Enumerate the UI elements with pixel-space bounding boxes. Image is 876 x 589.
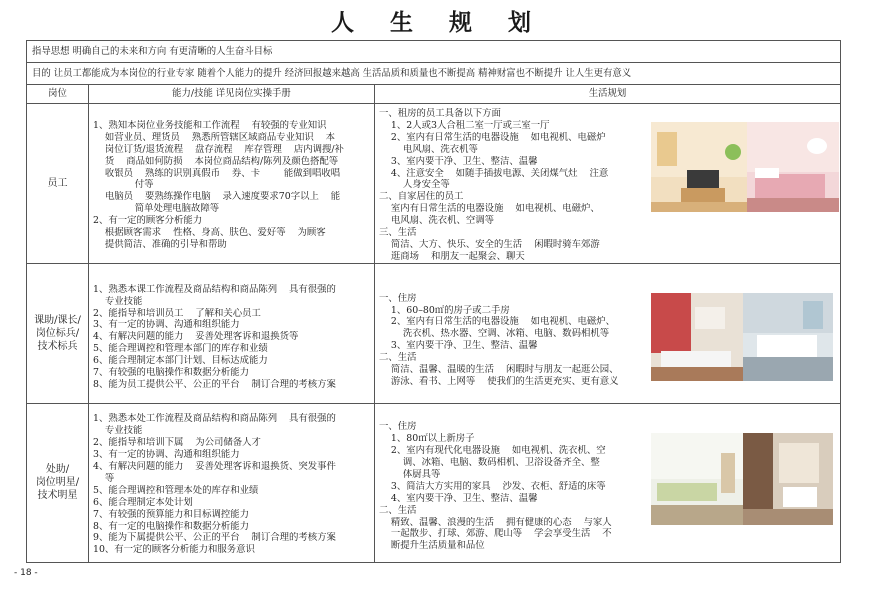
room-photos	[651, 433, 833, 525]
position-line: 处助/	[45, 464, 70, 476]
ability-line: 1、熟悉本课工作流程及商品结构和商品陈列 具有很强的	[93, 283, 336, 295]
ability-line: 1、熟悉本处工作流程及商品结构和商品陈列 具有很强的	[93, 413, 336, 425]
table-row	[27, 403, 841, 562]
ability-line: 专业技能	[93, 425, 143, 437]
life-cell	[375, 263, 841, 403]
ability-line: 2、能指导和培训员工 了解和关心员工	[93, 307, 261, 319]
life-line: 二、自家居住的员工	[379, 191, 464, 203]
ability-line: 1、熟知本岗位业务技能和工作流程 有较强的专业知识	[93, 119, 327, 131]
position-cell	[27, 104, 89, 264]
life-line: 2、室内有日常生活的电器设施 如电视机、电磁炉、	[379, 316, 616, 328]
life-line: 一、租房的员工具备以下方面	[379, 108, 501, 119]
ability-line: 货 商品如何防损 本岗位商品结构/陈列及颜色搭配等	[93, 155, 339, 167]
room-photos	[651, 293, 833, 381]
ability-line: 简单处理电脑故障等	[93, 203, 220, 215]
ability-line: 3、有一定的协调、沟通和组织能力	[93, 319, 240, 331]
ability-cell	[89, 263, 375, 403]
life-line: 断提升生活质量和品位	[379, 540, 485, 552]
ability-line: 9、能为下属提供公平、公正的平台 制订合理的考核方案	[93, 532, 336, 544]
position-line: 技术标兵	[37, 340, 78, 352]
ability-line: 专业技能	[93, 295, 143, 307]
ability-cell	[89, 403, 375, 562]
living-room-photo	[651, 433, 743, 525]
life-line: 2、室内有现代化电器设施 如电视机、洗衣机、空	[379, 445, 606, 457]
life-line: 洗衣机、热水器、空调、冰箱、电脑、数码相机等	[379, 328, 610, 340]
ability-line: 7、有较强的电脑操作和数据分析能力	[93, 367, 249, 379]
ability-line: 6、能合理制定本处计划	[93, 496, 193, 508]
life-line: 电风扇、洗衣机等	[379, 143, 478, 155]
position-line: 岗位标兵/	[35, 327, 80, 339]
position-line: 课助/课长/	[34, 314, 81, 326]
life-line: 人身安全等	[379, 179, 450, 191]
life-line: 体厨具等	[379, 468, 441, 480]
header-life: 生活规划	[375, 85, 841, 104]
life-line: 逛商场 和朋友一起聚会、聊天	[379, 250, 525, 262]
life-line: 一起散步、打球、郊游、爬山等 学会享受生活 不	[379, 528, 612, 540]
life-line: 3、室内要干净、卫生、整洁、温馨	[379, 340, 538, 352]
ability-line: 电脑员 要熟练操作电脑 录入速度要求70字以上 能	[93, 191, 341, 203]
life-line: 一、住房	[379, 421, 417, 433]
life-line: 简洁、温馨、温暖的生活 闲暇时与朋友一起逛公园、	[379, 364, 619, 376]
life-line: 4、注意安全 如随手插拔电源、关闭煤气灶 注意	[379, 167, 609, 179]
life-line: 4、室内要干净、卫生、整洁、温馨	[379, 492, 538, 504]
bathroom-photo	[743, 433, 833, 525]
life-line: 游泳、看书、上网等 使我们的生活更充实、更有意义	[379, 376, 619, 387]
living-room-photo	[651, 293, 743, 381]
life-line: 室内有日常生活的电器设施 如电视机、电磁炉、	[379, 203, 600, 215]
life-line: 3、简洁大方实用的家具 沙发、衣柜、舒适的床等	[379, 480, 606, 492]
ability-line: 2、有一定的顾客分析能力	[93, 215, 203, 227]
position-line: 岗位明星/	[35, 477, 80, 489]
ability-line: 等	[93, 472, 115, 484]
life-line: 电风扇、洗衣机、空调等	[379, 215, 495, 227]
life-line: 一、住房	[379, 292, 417, 304]
ability-line: 4、有解决问题的能力 妥善处理客诉和退换货等	[93, 331, 299, 343]
ability-line: 4、有解决问题的能力 妥善处理客诉和退换货、突发事件	[93, 460, 336, 472]
life-line: 二、生活	[379, 352, 417, 364]
life-line: 2、室内有日常生活的电器设施 如电视机、电磁炉	[379, 131, 606, 143]
ability-line: 2、能指导和培训下属 为公司储备人才	[93, 437, 261, 449]
life-line: 三、生活	[379, 227, 417, 239]
ability-line: 7、有较强的预算能力和目标调控能力	[93, 508, 249, 520]
position-line: 技术明星	[37, 490, 78, 502]
ability-line: 5、能合理调控和管理本处的库存和业绩	[93, 484, 259, 496]
life-line: 精致、温馨、浪漫的生活 拥有健康的心态 与家人	[379, 516, 612, 528]
table-row	[27, 104, 841, 264]
goal-row: 目的 让员工都能成为本岗位的行业专家 随着个人能力的提升 经济回报越来越高 生活品质和质量也不断提高 精神财富也不断提升 让人生更有意义	[27, 63, 841, 85]
table-row	[27, 263, 841, 403]
life-line: 简洁、大方、快乐、安全的生活 闲暇时骑车郊游	[379, 238, 600, 250]
header-ability: 能力/技能 详见岗位实操手册	[89, 85, 375, 104]
living-room-photo	[651, 122, 747, 212]
ability-line: 3、有一定的协调、沟通和组织能力	[93, 449, 240, 461]
ability-line: 收银员 熟练的识别真假币 券、卡 能做到唱收唱	[93, 167, 341, 179]
life-line: 1、80㎡以上新房子	[379, 433, 475, 445]
guideline-row: 指导思想 明确自己的未来和方向 有更清晰的人生奋斗目标	[27, 41, 841, 63]
ability-line: 付等	[93, 179, 154, 191]
ability-line: 根据顾客需求 性格、身高、肤色、爱好等 为顾客	[93, 227, 326, 239]
life-line: 1、2人或3人合租二室一厅或三室一厅	[379, 119, 550, 131]
ability-line: 10、有一定的顾客分析能力和服务意识	[93, 544, 255, 556]
bedroom-photo	[747, 122, 839, 212]
life-cell	[375, 403, 841, 562]
ability-line: 8、有一定的电脑操作和数据分析能力	[93, 520, 249, 532]
life-line: 调、冰箱、电脑、数码相机、卫浴设备齐全、整	[379, 457, 600, 469]
page-number: - 18 -	[14, 568, 38, 578]
ability-line: 8、能为员工提供公平、公正的平台 制订合理的考核方案	[93, 378, 336, 390]
ability-line: 5、能合理调控和管理本部门的库存和业绩	[93, 343, 268, 355]
position-cell	[27, 403, 89, 562]
ability-line: 岗位订货/退货流程 盘存流程 库存管理 店内调搜/补	[93, 143, 344, 155]
life-line: 二、生活	[379, 504, 417, 516]
ability-line: 如营业员、理货员 熟悉所管辖区域商品专业知识 本	[93, 131, 336, 143]
bathroom-photo	[743, 293, 833, 381]
life-line: 3、室内要干净、卫生、整洁、温馨	[379, 155, 538, 167]
ability-line: 6、能合理制定本部门计划、目标达成能力	[93, 355, 268, 367]
life-cell	[375, 104, 841, 264]
room-photos	[651, 122, 839, 212]
position-cell	[27, 263, 89, 403]
life-plan-table	[26, 40, 841, 563]
position-line: 员工	[47, 177, 68, 189]
ability-line: 提供简洁、准确的引导和帮助	[93, 238, 227, 250]
ability-cell	[89, 104, 375, 264]
page-title: 人 生 规 划	[330, 10, 546, 36]
life-line: 1、60–80㎡的房子或二手房	[379, 304, 510, 316]
header-position: 岗位	[27, 85, 89, 104]
